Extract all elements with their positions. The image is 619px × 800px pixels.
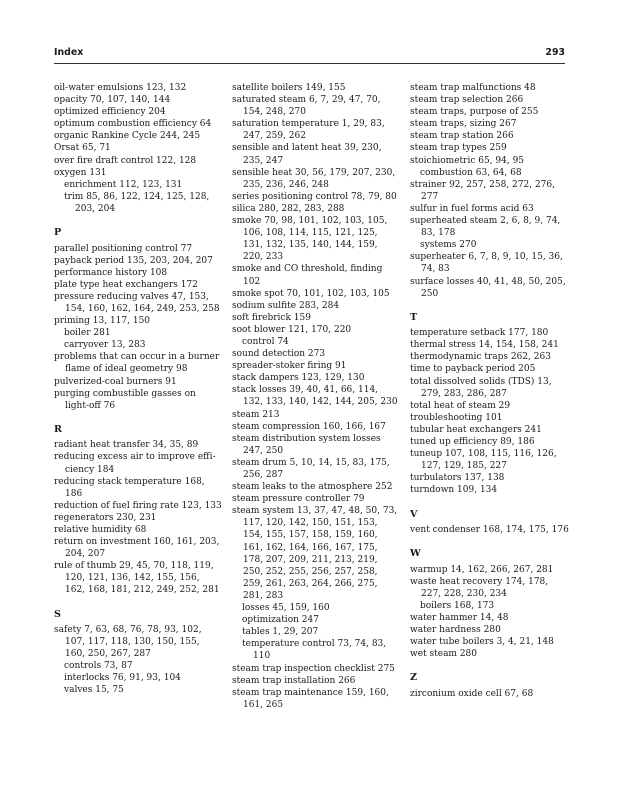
index-entry: superheater 6, 7, 8, 9, 10, 15, 36, 74, 83 xyxy=(410,252,563,275)
index-subentry: enrichment 112, 123, 131 xyxy=(64,179,183,190)
index-entry: silica 280, 282, 283, 288 xyxy=(232,203,345,214)
index-entry: priming 13, 117, 150 xyxy=(54,316,151,327)
index-subentry: control 74 xyxy=(242,336,289,347)
index-entry: radiant heat transfer 34, 35, 89 xyxy=(54,440,199,451)
index-entry: satellite boilers 149, 155 xyxy=(232,83,346,93)
index-entry: stack dampers 123, 129, 130 xyxy=(232,373,365,384)
index-entry: thermal stress 14, 154, 158, 241 xyxy=(410,340,559,351)
index-entry: pressure reducing valves 47, 153, 154, 160, 162, 164, 249, 253, 258 xyxy=(54,291,220,314)
index-entry: thermodynamic traps 262, 263 xyxy=(410,352,551,363)
section-title: Index xyxy=(54,47,84,58)
index-entry: zirconium oxide cell 67, 68 xyxy=(410,688,534,699)
index-entry: water hardness 280 xyxy=(410,625,501,636)
index-entry: steam trap installation 266 xyxy=(232,675,356,686)
index-entry: safety 7, 63, 68, 76, 78, 93, 102, 107, 117, 118, 130, 150, 155, 160, 250, 267, 287 xyxy=(54,625,202,660)
index-entry: tuned up efficiency 89, 186 xyxy=(410,437,535,448)
index-entry: spreader-stoker firing 91 xyxy=(232,361,347,372)
index-entry: total dissolved solids (TDS) 13, 279, 283, 286, 287 xyxy=(410,376,552,399)
index-entry: rule of thumb 29, 45, 70, 118, 119, 120, 121, 136, 142, 155, 156, 162, 168, 181, 212, 249, 252, 281 xyxy=(54,561,220,596)
index-entry: problems that can occur in a burner flame of ideal geometry 98 xyxy=(54,352,220,375)
index-column-2 xyxy=(232,82,400,711)
index-entry: sulfur in fuel forms acid 63 xyxy=(410,203,534,214)
index-entry: steam trap malfunctions 48 xyxy=(410,83,536,93)
index-subentry: systems 270 xyxy=(420,240,477,251)
index-entry: surface losses 40, 41, 48, 50, 205, 250 xyxy=(410,276,566,299)
index-subentry: boiler 281 xyxy=(64,328,111,339)
index-entry: stack losses 39, 40, 41, 66, 114, 132, 133, 140, 142, 144, 205, 230 xyxy=(232,385,398,408)
index-letter-heading: S xyxy=(54,608,61,620)
index-entry: sodium sulfite 283, 284 xyxy=(232,300,340,311)
index-letter-heading: V xyxy=(410,508,418,520)
index-entry: water tube boilers 3, 4, 21, 148 xyxy=(410,637,554,648)
index-entry: regenerators 230, 231 xyxy=(54,512,157,523)
index-entry: steam pressure controller 79 xyxy=(232,494,365,505)
index-subentry: trim 85, 86, 122, 124, 125, 128, 203, 204 xyxy=(64,191,210,214)
index-entry: saturated steam 6, 7, 29, 47, 70, 154, 248, 270 xyxy=(232,95,381,118)
index-entry: steam trap station 266 xyxy=(410,131,514,142)
index-entry: temperature setback 177, 180 xyxy=(410,328,549,339)
index-letter-heading: R xyxy=(54,423,62,435)
index-entry: oil-water emulsions 123, 132 xyxy=(54,83,187,93)
index-entry: steam compression 160, 166, 167 xyxy=(232,421,386,432)
index-column-3 xyxy=(410,82,570,700)
index-subentry: optimization 247 xyxy=(242,615,319,626)
index-subentry: temperature control 73, 74, 83, 110 xyxy=(242,639,387,662)
index-entry: sensible and latent heat 39, 230, 235, 247 xyxy=(232,143,382,166)
index-entry: soot blower 121, 170, 220 xyxy=(232,324,352,335)
index-entry: steam leaks to the atmosphere 252 xyxy=(232,482,393,493)
index-entry: purging combustible gasses on light-off 76 xyxy=(54,388,196,411)
index-subentry: valves 15, 75 xyxy=(64,685,124,696)
index-entry: steam drum 5, 10, 14, 15, 83, 175, 256, 287 xyxy=(232,457,390,480)
index-entry: vent condenser 168, 174, 175, 176 xyxy=(410,524,569,535)
index-entry: stoichiometric 65, 94, 95 xyxy=(410,155,525,166)
index-entry: soft firebrick 159 xyxy=(232,312,311,323)
index-entry: tubular heat exchangers 241 xyxy=(410,424,542,435)
index-entry: steam trap maintenance 159, 160, 161, 265 xyxy=(232,687,389,710)
index-entry: sound detection 273 xyxy=(232,349,326,360)
index-entry: parallel positioning control 77 xyxy=(54,243,193,254)
index-entry: reduction of fuel firing rate 123, 133 xyxy=(54,500,222,511)
index-entry: steam 213 xyxy=(232,409,280,420)
index-entry: payback period 135, 203, 204, 207 xyxy=(54,255,213,266)
index-entry: return on investment 160, 161, 203, 204, 207 xyxy=(54,537,220,560)
header-rule xyxy=(54,63,565,64)
index-entry: smoke spot 70, 101, 102, 103, 105 xyxy=(232,288,390,299)
index-entry: series positioning control 78, 79, 80 xyxy=(232,191,397,202)
index-subentry: combustion 63, 64, 68 xyxy=(420,167,522,178)
index-entry: organic Rankine Cycle 244, 245 xyxy=(54,131,201,142)
index-entry: optimized efficiency 204 xyxy=(54,107,166,118)
index-entry: time to payback period 205 xyxy=(410,364,536,375)
index-entry: over fire draft control 122, 128 xyxy=(54,155,197,166)
index-entry: water hammer 14, 48 xyxy=(410,612,509,623)
index-subentry: controls 73, 87 xyxy=(64,661,133,672)
index-entry: warmup 14, 162, 266, 267, 281 xyxy=(410,564,554,575)
running-header xyxy=(54,47,565,63)
index-letter-heading: W xyxy=(410,548,421,560)
index-entry: turndown 109, 134 xyxy=(410,485,498,496)
index-entry: sensible heat 30, 56, 179, 207, 230, 235, 236, 246, 248 xyxy=(232,167,396,190)
index-entry: steam trap selection 266 xyxy=(410,95,524,106)
index-subentry: boilers 168, 173 xyxy=(420,600,495,611)
index-entry: Orsat 65, 71 xyxy=(54,143,111,154)
index-column-1 xyxy=(54,82,222,697)
index-entry: waste heat recovery 174, 178, 227, 228, 230, 234 xyxy=(410,576,549,599)
index-entry: turbulators 137, 138 xyxy=(410,473,505,484)
index-entry: total heat of steam 29 xyxy=(410,400,511,411)
index-entry: steam distribution system losses 247, 250 xyxy=(232,433,381,456)
index-subentry: interlocks 76, 91, 93, 104 xyxy=(64,673,181,684)
index-entry: pulverized-coal burners 91 xyxy=(54,376,177,387)
index-entry: smoke and CO threshold, finding 102 xyxy=(232,264,383,287)
index-entry: tuneup 107, 108, 115, 116, 126, 127, 129, 185, 227 xyxy=(410,449,557,472)
index-entry: steam system 13, 37, 47, 48, 50, 73, 117, 120, 142, 150, 151, 153, 154, 155, 157, 158, 159, 160, 161, 162, 164, 166, 167, 175, 178, 207, 209, 211, 213, 219, 250, 252, 255, 256, 257, 258, 259, 261, 263, 264, 266, 275, 281, 283 xyxy=(232,506,398,601)
index-letter-heading: Z xyxy=(410,672,418,684)
index-entry: steam traps, purpose of 255 xyxy=(410,107,539,118)
index-entry: steam trap inspection checklist 275 xyxy=(232,663,395,674)
index-entry: smoke 70, 98, 101, 102, 103, 105, 106, 108, 114, 115, 121, 125, 131, 132, 135, 140, 144, 159, 220, 233 xyxy=(232,216,388,263)
index-entry: relative humidity 68 xyxy=(54,524,147,535)
index-entry: opacity 70, 107, 140, 144 xyxy=(54,95,171,106)
index-entry: troubleshooting 101 xyxy=(410,412,503,423)
index-letter-heading: T xyxy=(410,311,418,323)
index-subentry: carryover 13, 283 xyxy=(64,340,146,351)
index-entry: steam trap types 259 xyxy=(410,143,507,154)
index-subentry: losses 45, 159, 160 xyxy=(242,603,330,614)
index-subentry: tables 1, 29, 207 xyxy=(242,627,319,638)
index-entry: plate type heat exchangers 172 xyxy=(54,279,198,290)
index-entry: superheated steam 2, 6, 8, 9, 74, 83, 178 xyxy=(410,216,561,239)
index-entry: oxygen 131 xyxy=(54,167,107,178)
index-entry: saturation temperature 1, 29, 83, 247, 259, 262 xyxy=(232,119,385,142)
index-entry: strainer 92, 257, 258, 272, 276, 277 xyxy=(410,179,555,202)
index-entry: reducing stack temperature 168, 186 xyxy=(54,476,205,499)
index-entry: wet steam 280 xyxy=(410,649,478,660)
index-entry: reducing excess air to improve effi-ciency 184 xyxy=(54,452,216,475)
index-letter-heading: P xyxy=(54,227,62,239)
page-number: 293 xyxy=(545,47,565,58)
index-entry: performance history 108 xyxy=(54,267,168,278)
index-entry: optimum combustion efficiency 64 xyxy=(54,119,212,130)
index-entry: steam traps, sizing 267 xyxy=(410,119,517,130)
